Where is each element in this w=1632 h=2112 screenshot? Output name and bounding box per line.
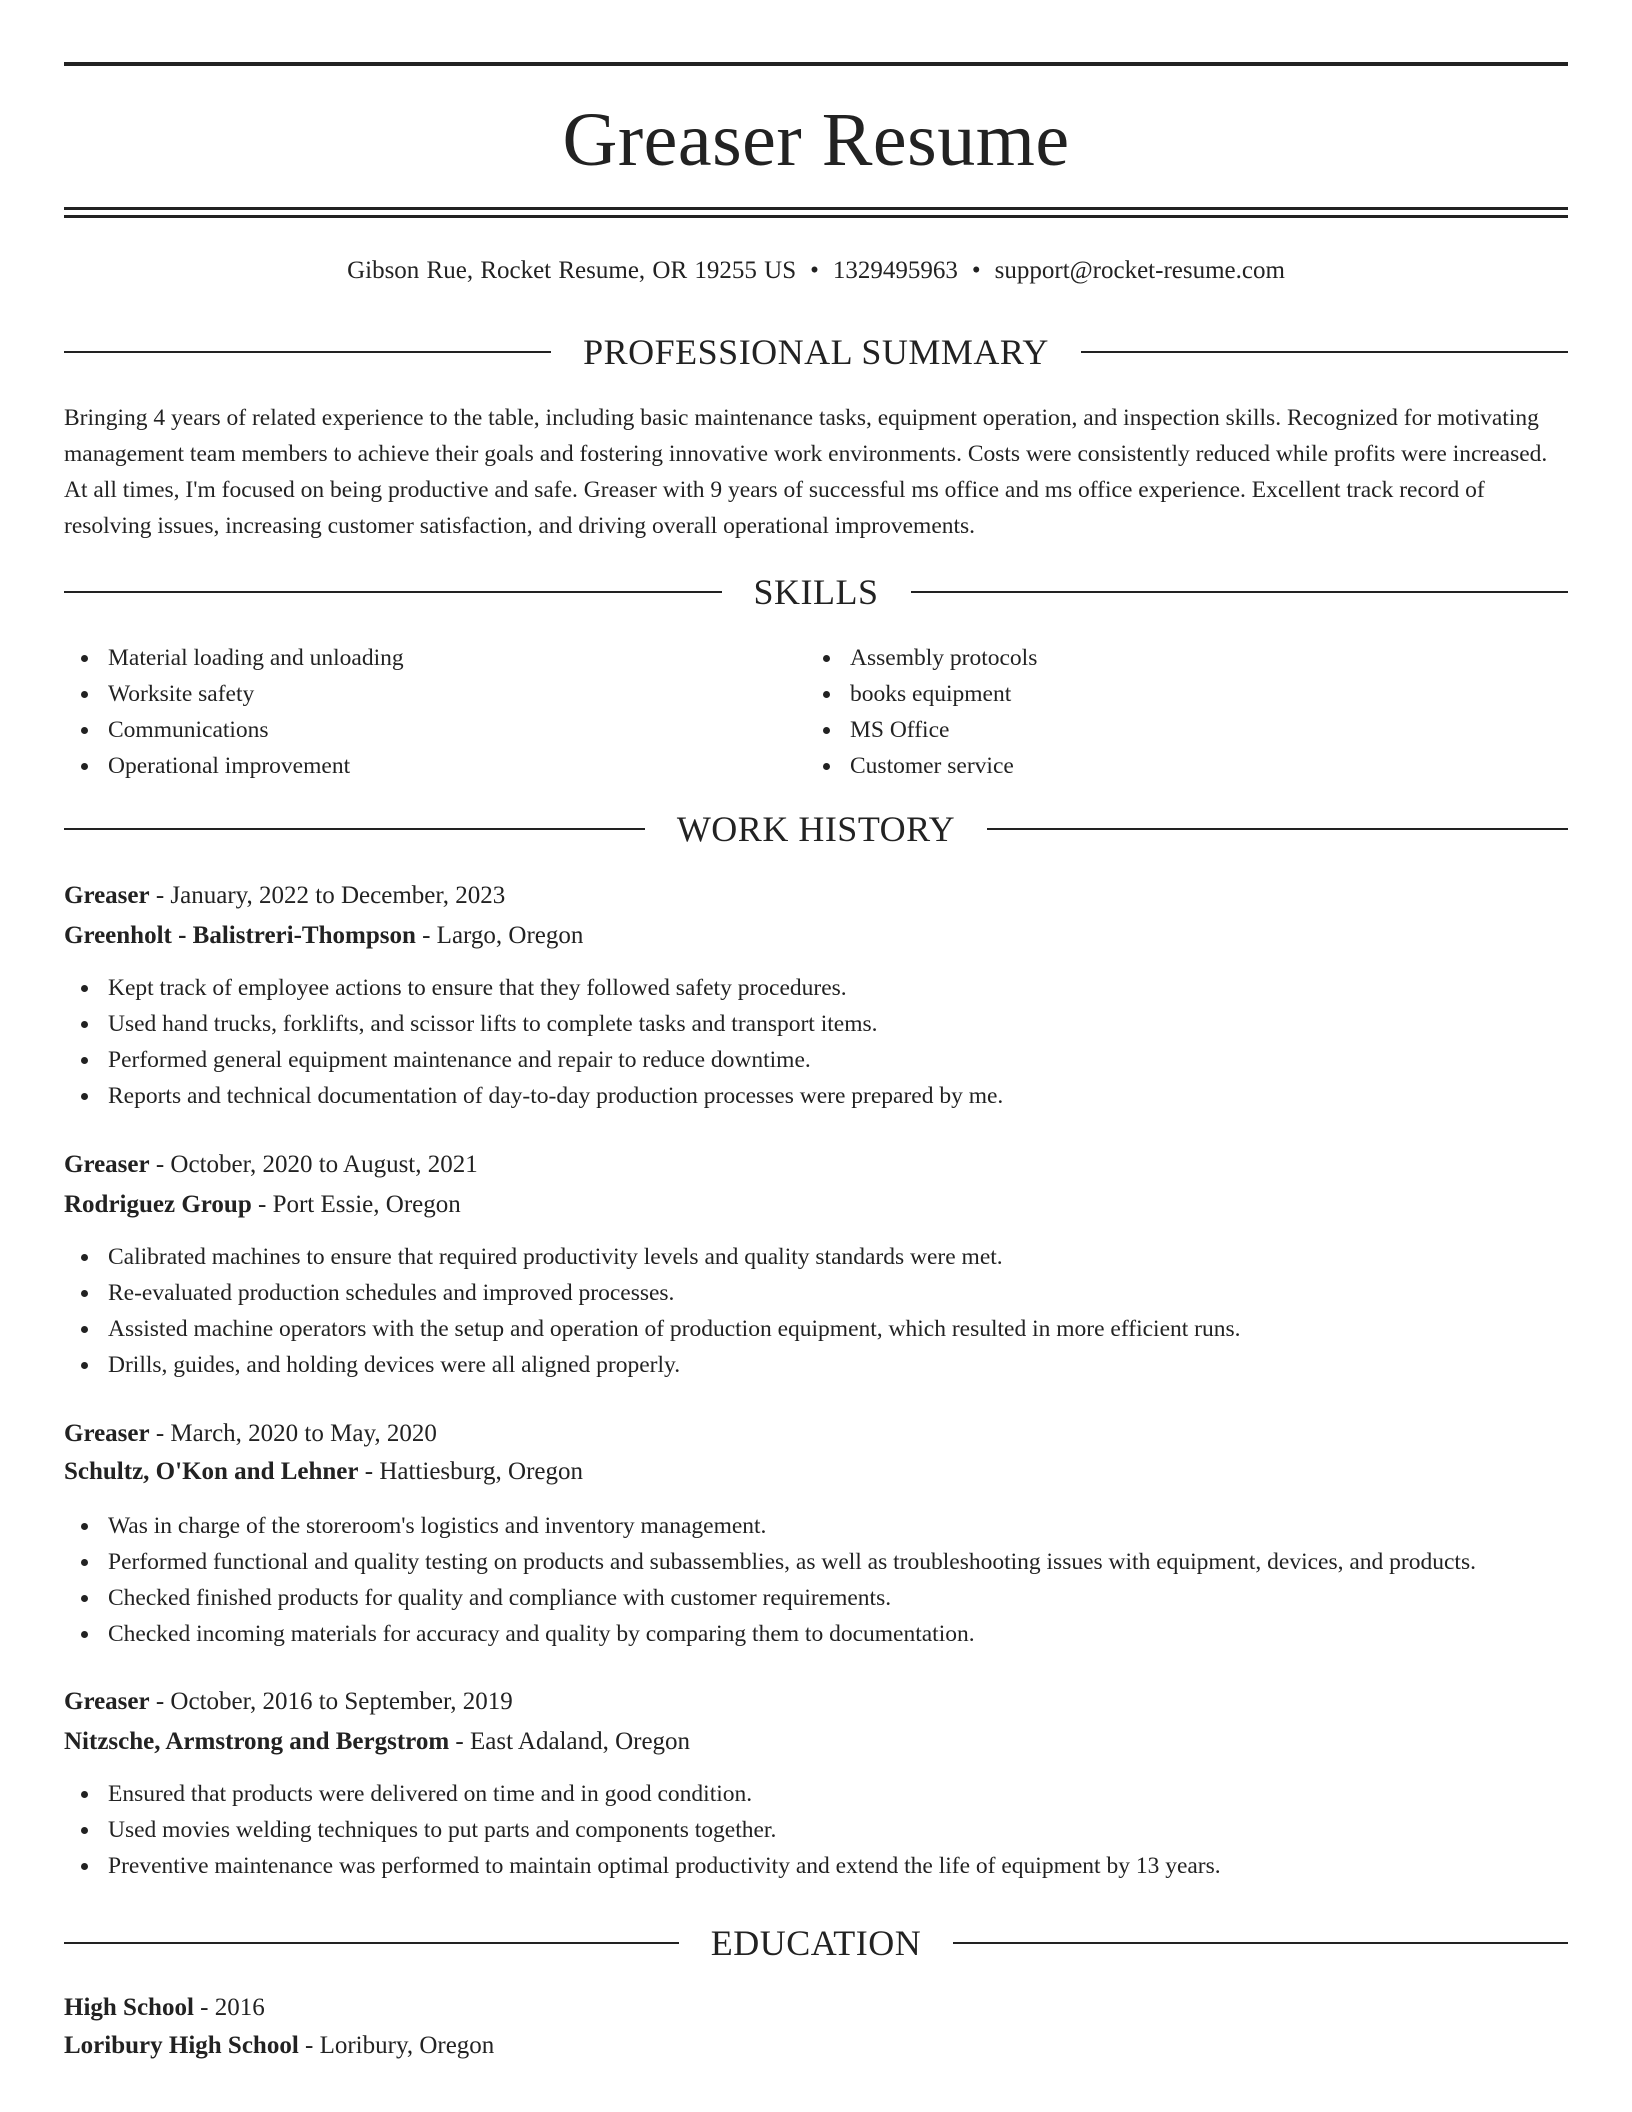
heading-rule	[64, 828, 645, 830]
skill-item: Communications	[64, 712, 404, 748]
job-title: Greaser	[64, 1688, 150, 1715]
education-degree-line	[64, 1990, 265, 2026]
contact-address: Gibson Rue, Rocket Resume, OR 19255 US	[347, 257, 797, 284]
contact-phone: 1329495963	[832, 257, 958, 284]
job-location: - Largo, Oregon	[415, 922, 584, 949]
job-duty: Was in charge of the storeroom's logistics and inventory management.	[64, 1508, 1568, 1544]
job-company-line	[64, 1187, 461, 1223]
job-duty: Used hand trucks, forklifts, and scissor lifts to complete tasks and transport items.	[64, 1006, 1568, 1042]
job-title: Greaser	[64, 882, 150, 909]
job-duty: Checked incoming materials for accuracy and quality by comparing them to documentation.	[64, 1616, 1568, 1652]
contact-separator: •	[810, 257, 819, 284]
summary-heading	[64, 332, 1568, 372]
job-dates: - October, 2016 to September, 2019	[149, 1688, 513, 1715]
skill-item: Worksite safety	[64, 676, 404, 712]
top-rule	[64, 62, 1568, 66]
contact-email: support@rocket-resume.com	[994, 257, 1285, 284]
job-duty: Reports and technical documentation of day-to-day production processes were prepared by me.	[64, 1078, 1568, 1114]
skill-item: books equipment	[806, 676, 1037, 712]
heading-rule	[64, 591, 722, 593]
job-company-line	[64, 1724, 690, 1760]
skills-heading-label: SKILLS	[753, 572, 879, 612]
skills-list-right	[806, 640, 1037, 784]
resume-title: Greaser Resume	[562, 98, 1070, 182]
heading-rule	[64, 1942, 679, 1944]
skill-item: MS Office	[806, 712, 1037, 748]
job-duty: Performed general equipment maintenance and repair to reduce downtime.	[64, 1042, 1568, 1078]
skills-list-left	[64, 640, 404, 784]
education-degree: High School	[64, 1994, 194, 2021]
job-duty: Calibrated machines to ensure that required productivity levels and quality standards were met.	[64, 1239, 1568, 1275]
job-title: Greaser	[64, 1420, 150, 1447]
heading-rule	[953, 1942, 1568, 1944]
summary-text: Bringing 4 years of related experience to the table, including basic maintenance tasks, equipment operation, and inspection skills. Recognized for motivating management team members to achieve their goals and fostering innovative work environments. Costs were consistently reduced while profits were increased. At all times, I'm focused on being productive and safe. Greaser with 9 years of successful ms office and ms office experience. Excellent track record of resolving issues, increasing customer satisfaction, and driving overall operational improvements.	[64, 405, 1548, 539]
job-location: - East Adaland, Oregon	[449, 1728, 691, 1755]
job-location: - Hattiesburg, Oregon	[358, 1458, 583, 1485]
job-title-line	[64, 1147, 478, 1183]
job-duty: Assisted machine operators with the setup and operation of production equipment, which resulted in more efficient runs.	[64, 1311, 1568, 1347]
job-duty: Preventive maintenance was performed to maintain optimal productivity and extend the life of equipment by 13 years.	[64, 1848, 1568, 1884]
job-duties-list	[64, 1239, 1568, 1383]
job-company: Greenholt - Balistreri-Thompson	[64, 922, 416, 949]
job-duties-list	[64, 1508, 1568, 1652]
education-school: Loribury High School	[64, 2032, 299, 2059]
summary-heading-label: PROFESSIONAL SUMMARY	[583, 332, 1049, 372]
job-company: Nitzsche, Armstrong and Bergstrom	[64, 1728, 450, 1755]
job-dates: - October, 2020 to August, 2021	[149, 1151, 478, 1178]
skill-item: Operational improvement	[64, 748, 404, 784]
title-rule-upper	[64, 207, 1568, 210]
job-dates: - March, 2020 to May, 2020	[149, 1420, 437, 1447]
education-location: - Loribury, Oregon	[298, 2032, 495, 2059]
job-title-line	[64, 1684, 513, 1720]
contact-separator: •	[971, 257, 981, 284]
job-duties-list	[64, 1776, 1568, 1884]
skill-item: Customer service	[806, 748, 1037, 784]
job-company: Schultz, O'Kon and Lehner	[64, 1458, 359, 1485]
job-duty: Used movies welding techniques to put parts and components together.	[64, 1812, 1568, 1848]
job-dates: - January, 2022 to December, 2023	[149, 882, 506, 909]
work-heading	[64, 809, 1568, 849]
job-duty: Performed functional and quality testing on products and subassemblies, as well as troubleshooting issues with equipment, devices, and products.	[64, 1544, 1568, 1580]
title-rule-lower	[64, 215, 1568, 218]
skills-heading	[64, 572, 1568, 612]
job-duty: Kept track of employee actions to ensure that they followed safety procedures.	[64, 970, 1568, 1006]
job-duty: Drills, guides, and holding devices were all aligned properly.	[64, 1347, 1568, 1383]
heading-rule	[64, 351, 551, 353]
job-company: Rodriguez Group	[64, 1191, 252, 1218]
job-location: - Port Essie, Oregon	[251, 1191, 461, 1218]
job-title-line	[64, 878, 505, 914]
job-duty: Ensured that products were delivered on time and in good condition.	[64, 1776, 1568, 1812]
education-school-line	[64, 2028, 494, 2064]
education-year: - 2016	[193, 1994, 265, 2021]
contact-line	[64, 254, 1568, 288]
heading-rule	[987, 828, 1568, 830]
skill-item: Material loading and unloading	[64, 640, 404, 676]
job-duty: Checked finished products for quality and compliance with customer requirements.	[64, 1580, 1568, 1616]
job-title-line	[64, 1416, 437, 1452]
heading-rule	[1081, 351, 1568, 353]
job-duties-list	[64, 970, 1568, 1114]
skill-item: Assembly protocols	[806, 640, 1037, 676]
job-company-line	[64, 1454, 583, 1490]
job-duty: Re-evaluated production schedules and improved processes.	[64, 1275, 1568, 1311]
education-heading	[64, 1923, 1568, 1963]
heading-rule	[911, 591, 1569, 593]
education-heading-label: EDUCATION	[710, 1923, 922, 1963]
job-title: Greaser	[64, 1151, 150, 1178]
job-company-line	[64, 918, 583, 954]
work-heading-label: WORK HISTORY	[676, 809, 956, 849]
